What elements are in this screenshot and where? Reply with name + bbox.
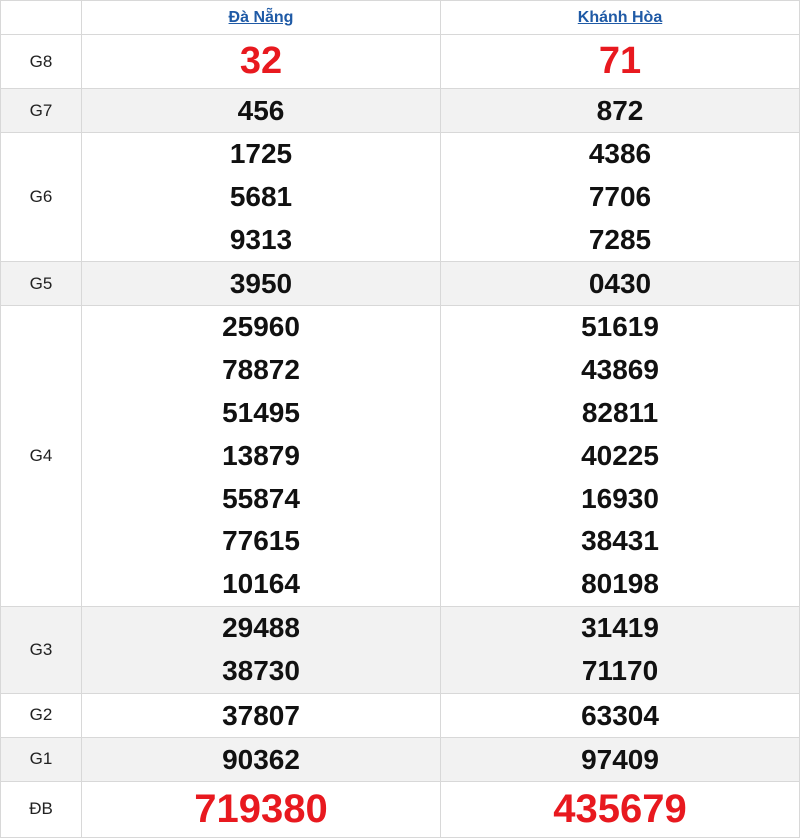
prize-row-g4 [1, 306, 800, 607]
result-number: 719380 [194, 786, 328, 831]
result-number: 43869 [581, 354, 659, 386]
result-number: 29488 [222, 611, 300, 643]
result-number: 0430 [588, 268, 652, 300]
result-number: 80198 [581, 568, 659, 600]
prize-row-g7 [1, 89, 800, 133]
prize-row-g8 [1, 35, 800, 89]
prize-label: G6 [1, 133, 82, 262]
prize-label: G1 [1, 737, 82, 781]
prize-cell-da-nang [82, 133, 441, 262]
result-number: 4386 [588, 138, 652, 169]
result-number: 16930 [581, 482, 659, 514]
result-number: 90362 [222, 743, 300, 775]
prize-cell-da-nang [82, 737, 441, 781]
prize-cell-da-nang [82, 35, 441, 89]
prize-cell-khanh-hoa [441, 262, 800, 306]
result-number: 40225 [581, 439, 659, 471]
results-body [1, 35, 800, 838]
result-number: 38431 [581, 525, 659, 557]
result-number: 7285 [588, 223, 652, 255]
prize-cell-khanh-hoa [441, 781, 800, 837]
prize-label: G7 [1, 89, 82, 133]
result-number: 77615 [222, 525, 300, 557]
prize-row-g1 [1, 737, 800, 781]
province-header-khanh-hoa [441, 1, 800, 35]
prize-label: G4 [1, 306, 82, 607]
province-link-khanh-hoa[interactable]: Khánh Hòa [577, 8, 663, 26]
prize-cell-khanh-hoa [441, 606, 800, 693]
result-number: 63304 [581, 699, 659, 731]
result-number: 9313 [229, 223, 293, 255]
result-number: 872 [596, 95, 644, 126]
prize-row-đb [1, 781, 800, 837]
result-number: 71 [598, 40, 642, 82]
result-number: 51495 [222, 396, 300, 428]
prize-label: G2 [1, 693, 82, 737]
result-number: 5681 [229, 180, 293, 212]
prize-row-g5 [1, 262, 800, 306]
prize-row-g6 [1, 133, 800, 262]
province-header-da-nang [82, 1, 441, 35]
prize-cell-khanh-hoa [441, 35, 800, 89]
result-number: 13879 [222, 439, 300, 471]
result-number: 31419 [581, 611, 659, 643]
prize-cell-khanh-hoa [441, 133, 800, 262]
prize-cell-da-nang [82, 606, 441, 693]
prize-row-g2 [1, 693, 800, 737]
result-number: 38730 [222, 654, 300, 686]
prize-cell-khanh-hoa [441, 737, 800, 781]
result-number: 55874 [222, 482, 300, 514]
prize-cell-khanh-hoa [441, 693, 800, 737]
prize-cell-da-nang [82, 306, 441, 607]
province-link-da-nang[interactable]: Đà Nẵng [228, 8, 294, 26]
prize-cell-khanh-hoa [441, 89, 800, 133]
result-number: 51619 [581, 311, 659, 343]
result-number: 456 [237, 95, 285, 126]
result-number: 3950 [229, 268, 293, 300]
result-number: 25960 [222, 311, 300, 343]
result-number: 32 [239, 40, 283, 82]
prize-cell-da-nang [82, 89, 441, 133]
prize-row-g3 [1, 606, 800, 693]
prize-cell-da-nang [82, 693, 441, 737]
result-number: 7706 [588, 180, 652, 212]
result-number: 1725 [229, 138, 293, 169]
result-number: 37807 [222, 699, 300, 731]
prize-label: ĐB [1, 781, 82, 837]
header-corner [1, 1, 82, 35]
result-number: 10164 [222, 568, 300, 600]
prize-cell-da-nang [82, 781, 441, 837]
result-number: 82811 [581, 396, 659, 428]
result-number: 71170 [581, 654, 659, 686]
header-row [1, 1, 800, 35]
prize-cell-khanh-hoa [441, 306, 800, 607]
result-number: 97409 [581, 743, 659, 775]
prize-label: G3 [1, 606, 82, 693]
prize-cell-da-nang [82, 262, 441, 306]
prize-label: G5 [1, 262, 82, 306]
result-number: 78872 [222, 354, 300, 386]
result-number: 435679 [553, 786, 687, 831]
prize-label: G8 [1, 35, 82, 89]
